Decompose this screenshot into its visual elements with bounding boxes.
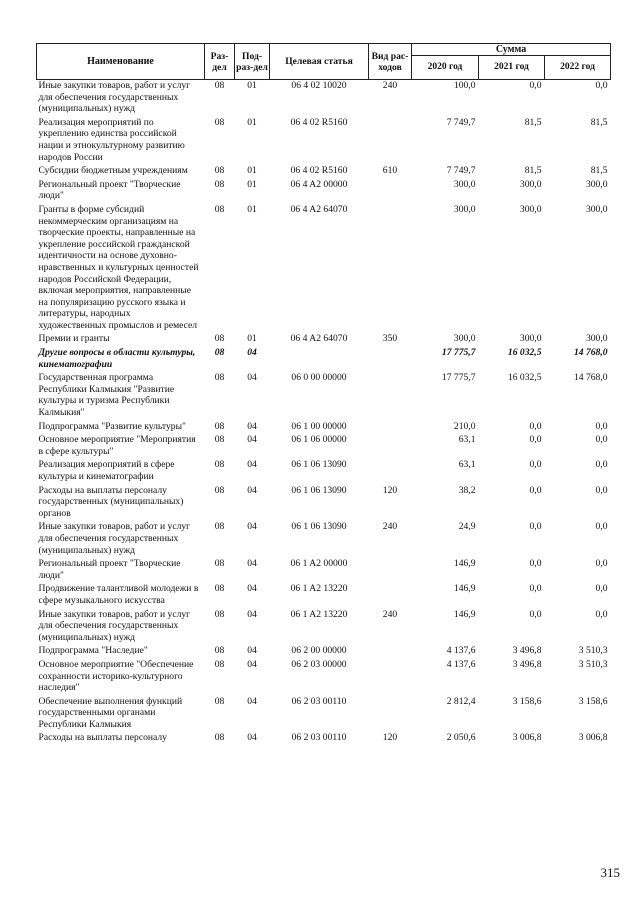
row-sum-2021: 16 032,5 [507,372,542,384]
row-sum-2021: 81,5 [524,116,542,128]
row-podrazdel: 01 [247,178,257,190]
row-sum-2022: 300,0 [585,203,608,215]
header-vid-rashodov: Вид рас-ходов [369,44,412,80]
row-razdel: 08 [214,695,225,707]
row-podrazdel: 04 [247,695,257,707]
header-summa: Сумма [412,44,611,56]
row-sum-2021: 0,0 [529,583,542,595]
row-vid-rashodov: 240 [382,80,398,91]
row-sum-2022: 0,0 [595,420,608,432]
row-sum-2022: 3 158,6 [578,695,608,707]
row-sum-2020: 300,0 [453,333,476,345]
row-sum-2020: 2 812,4 [446,695,476,707]
row-razdel: 08 [214,203,225,215]
table-row [37,80,611,117]
row-celevaya-statya: 06 4 A2 64070 [290,333,348,345]
row-vid-rashodov [369,696,412,733]
row-razdel: 08 [214,347,225,359]
row-razdel: 08 [214,80,225,91]
table-row [37,583,611,608]
row-vid-rashodov [369,645,412,659]
row-vid-rashodov [369,204,412,334]
row-celevaya-statya: 06 0 00 00000 [291,372,347,384]
table-row [37,609,611,646]
table-row [37,179,611,204]
table-row [37,204,611,334]
row-sum-2022: 0,0 [595,558,608,570]
row-name: Основное мероприятие "Обеспечение сохранности историко-культурного наследия" [38,658,194,694]
row-sum-2021: 300,0 [519,178,542,190]
row-sum-2021: 0,0 [529,459,542,471]
row-vid-rashodov [369,347,412,372]
row-celevaya-statya: 06 2 03 00110 [291,695,347,707]
row-sum-2022: 0,0 [595,80,608,91]
row-name: Реализация мероприятий в сфере культуры и кинематографии [38,459,175,482]
row-podrazdel: 01 [247,165,257,177]
row-vid-rashodov [369,421,412,435]
row-celevaya-statya: 06 2 00 00000 [291,645,347,657]
row-sum-2022: 300,0 [585,178,608,190]
row-podrazdel: 04 [247,434,257,446]
row-razdel: 08 [214,645,225,657]
row-razdel: 08 [214,165,225,177]
row-sum-2022: 0,0 [595,583,608,595]
row-razdel: 08 [214,732,225,744]
table-row [37,165,611,179]
table-row [37,372,611,420]
row-sum-2021: 0,0 [529,608,542,620]
row-razdel: 08 [214,420,225,432]
row-name: Иные закупки товаров, работ и услуг для обеспечения государственных (муниципальных) нужд [38,80,191,115]
row-sum-2022: 3 510,3 [578,645,608,657]
table-body [37,80,611,747]
row-vid-rashodov [369,459,412,484]
row-sum-2020: 38,2 [458,484,476,496]
row-sum-2022: 300,0 [585,333,608,345]
table-row [37,434,611,459]
row-vid-rashodov [369,558,412,583]
row-razdel: 08 [214,608,225,620]
row-sum-2020: 7 749,7 [446,165,476,177]
row-name: Расходы на выплаты персоналу [38,732,167,744]
row-podrazdel: 04 [247,521,257,533]
row-sum-2020: 100,0 [453,80,476,91]
row-podrazdel: 01 [247,80,257,91]
table-row [37,696,611,733]
row-name: Субсидии бюджетным учреждениям [38,165,188,177]
table-header [37,44,611,80]
row-razdel: 08 [214,434,225,446]
row-vid-rashodov [369,659,412,696]
row-razdel: 08 [214,658,225,670]
row-name: Иные закупки товаров, работ и услуг для обеспечения государственных (муниципальных) нужд [38,521,191,556]
row-sum-2021: 81,5 [524,165,542,177]
row-celevaya-statya: 06 1 06 00000 [291,434,347,446]
row-name: Основное мероприятие "Мероприятия в сфере культуры" [38,434,196,457]
row-celevaya-statya: 06 1 A2 13220 [290,583,348,595]
row-celevaya-statya: 06 1 06 13090 [291,459,347,471]
row-sum-2020: 4 137,6 [446,645,476,657]
row-sum-2020: 4 137,6 [446,658,476,670]
row-sum-2022: 0,0 [595,484,608,496]
row-razdel: 08 [214,333,225,345]
row-sum-2021: 0,0 [529,434,542,446]
row-celevaya-statya: 06 2 03 00110 [291,732,347,744]
row-name: Расходы на выплаты персоналу государственных (муниципальных) органов [38,484,184,519]
row-razdel: 08 [214,521,225,533]
table-row [37,732,611,746]
row-name: Премии и гранты [38,333,110,345]
row-vid-rashodov [369,179,412,204]
row-name: Гранты в форме субсидий некоммерческим организациям на творческие проекты, направленные на укрепление российской гражданской идентичности на основе духовно-нравственных и культурных ценностей народов Российской Федерации, включая мероприятия, направленные на популяризацию русского языка и литературы, народных художественных промыслов и ремесел [38,203,199,331]
row-celevaya-statya: 06 4 02 10020 [291,80,347,91]
row-name: Реализация мероприятий по укреплению единства российской нации и этнокультурному развитию народов России [38,116,185,163]
row-celevaya-statya: 06 4 02 R5160 [290,116,348,128]
row-name: Государственная программа Республики Калмыкия "Развитие культуры и туризма Республики Калмыкия" [38,372,175,419]
row-celevaya-statya: 06 2 03 00000 [291,658,347,670]
row-name: Продвижение талантливой молодежи в сфере музыкального искусства [38,583,199,606]
row-sum-2022: 0,0 [595,459,608,471]
row-sum-2020: 146,9 [453,558,476,570]
row-razdel: 08 [214,178,225,190]
row-podrazdel: 04 [247,459,257,471]
row-celevaya-statya [270,347,369,372]
table-row [37,333,611,347]
row-podrazdel: 04 [247,583,257,595]
row-podrazdel: 01 [247,116,257,128]
row-sum-2021: 300,0 [519,333,542,345]
row-vid-rashodov: 120 [382,484,398,496]
row-vid-rashodov: 240 [382,608,398,620]
header-year-2020: 2020 год [412,56,479,80]
row-sum-2021: 0,0 [529,521,542,533]
row-sum-2020: 300,0 [453,203,476,215]
row-podrazdel: 04 [247,732,257,744]
row-sum-2020: 17 775,7 [441,372,476,384]
row-name: Подпрограмма "Наследие" [38,645,148,657]
row-sum-2021: 0,0 [529,80,542,91]
row-vid-rashodov: 350 [382,333,398,345]
row-sum-2021: 0,0 [529,420,542,432]
budget-table [36,43,611,746]
row-podrazdel: 04 [247,347,257,359]
row-sum-2020: 146,9 [453,583,476,595]
row-sum-2022: 14 768,0 [573,347,608,359]
row-sum-2021: 3 496,8 [512,645,542,657]
table-row [37,521,611,558]
table-row [37,117,611,165]
row-podrazdel: 01 [247,333,257,345]
table-row [37,421,611,435]
table-row [37,485,611,522]
table-row [37,558,611,583]
table-row [37,645,611,659]
row-podrazdel: 04 [247,558,257,570]
row-razdel: 08 [214,459,225,471]
row-name: Иные закупки товаров, работ и услуг для обеспечения государственных (муниципальных) нужд [38,608,191,643]
row-celevaya-statya: 06 1 A2 13220 [290,608,348,620]
row-celevaya-statya: 06 4 02 R5160 [290,165,348,177]
row-sum-2020: 63,1 [458,459,476,471]
table-row [37,347,611,372]
row-vid-rashodov: 610 [382,165,398,177]
row-sum-2022: 0,0 [595,521,608,533]
row-name: Подпрограмма "Развитие культуры" [38,420,186,432]
row-sum-2022: 81,5 [590,165,608,177]
row-sum-2020: 7 749,7 [446,116,476,128]
row-sum-2020: 210,0 [453,420,476,432]
row-razdel: 08 [214,558,225,570]
row-podrazdel: 04 [247,608,257,620]
row-sum-2022: 0,0 [595,608,608,620]
header-celevaya-statya: Целевая статья [270,44,369,80]
row-celevaya-statya: 06 4 A2 00000 [290,178,348,190]
row-vid-rashodov: 120 [382,732,398,744]
row-vid-rashodov [369,117,412,165]
row-podrazdel: 04 [247,484,257,496]
row-sum-2020: 63,1 [458,434,476,446]
row-sum-2021: 0,0 [529,558,542,570]
row-razdel: 08 [214,583,225,595]
row-podrazdel: 04 [247,658,257,670]
row-razdel: 08 [214,372,225,384]
row-sum-2020: 2 050,6 [446,732,476,744]
row-sum-2020: 146,9 [453,608,476,620]
header-razdel: Раз-дел [205,44,235,80]
row-celevaya-statya: 06 1 06 13090 [291,484,347,496]
row-podrazdel: 04 [247,645,257,657]
row-sum-2020: 17 775,7 [441,347,476,359]
row-celevaya-statya: 06 1 00 00000 [291,420,347,432]
header-podrazdel: Под-раз-дел [235,44,270,80]
header-name: Наименование [37,44,205,80]
table-row [37,459,611,484]
row-celevaya-statya: 06 1 A2 00000 [290,558,348,570]
row-razdel: 08 [214,484,225,496]
page-number: 315 [600,865,620,880]
row-name: Другие вопросы в области культуры, кинематографии [38,347,196,370]
row-name: Региональный проект "Творческие люди" [38,178,181,202]
row-sum-2021: 16 032,5 [507,347,542,359]
row-sum-2022: 3 510,3 [578,658,608,670]
row-sum-2021: 3 158,6 [512,695,542,707]
row-vid-rashodov: 240 [382,521,398,533]
row-sum-2022: 14 768,0 [573,372,608,384]
row-name: Обеспечение выполнения функций государственными органами Республики Калмыкия [38,695,183,730]
row-sum-2022: 81,5 [590,116,608,128]
row-sum-2021: 300,0 [519,203,542,215]
row-sum-2021: 3 006,8 [512,732,542,744]
row-sum-2020: 24,9 [458,521,476,533]
row-sum-2020: 300,0 [453,178,476,190]
row-name: Региональный проект "Творческие люди" [38,558,181,581]
row-celevaya-statya: 06 4 A2 64070 [290,203,348,215]
row-celevaya-statya: 06 1 06 13090 [291,521,347,533]
row-podrazdel: 04 [247,372,257,384]
table-row [37,659,611,696]
header-year-2021: 2021 год [479,56,545,80]
header-year-2022: 2022 год [545,56,611,80]
row-sum-2022: 3 006,8 [578,732,608,744]
row-razdel: 08 [214,116,225,128]
row-podrazdel: 04 [247,420,257,432]
row-vid-rashodov [369,372,412,420]
row-podrazdel: 01 [247,203,257,215]
row-sum-2022: 0,0 [595,434,608,446]
row-sum-2021: 0,0 [529,484,542,496]
row-vid-rashodov [369,434,412,459]
row-sum-2021: 3 496,8 [512,658,542,670]
row-vid-rashodov [369,583,412,608]
